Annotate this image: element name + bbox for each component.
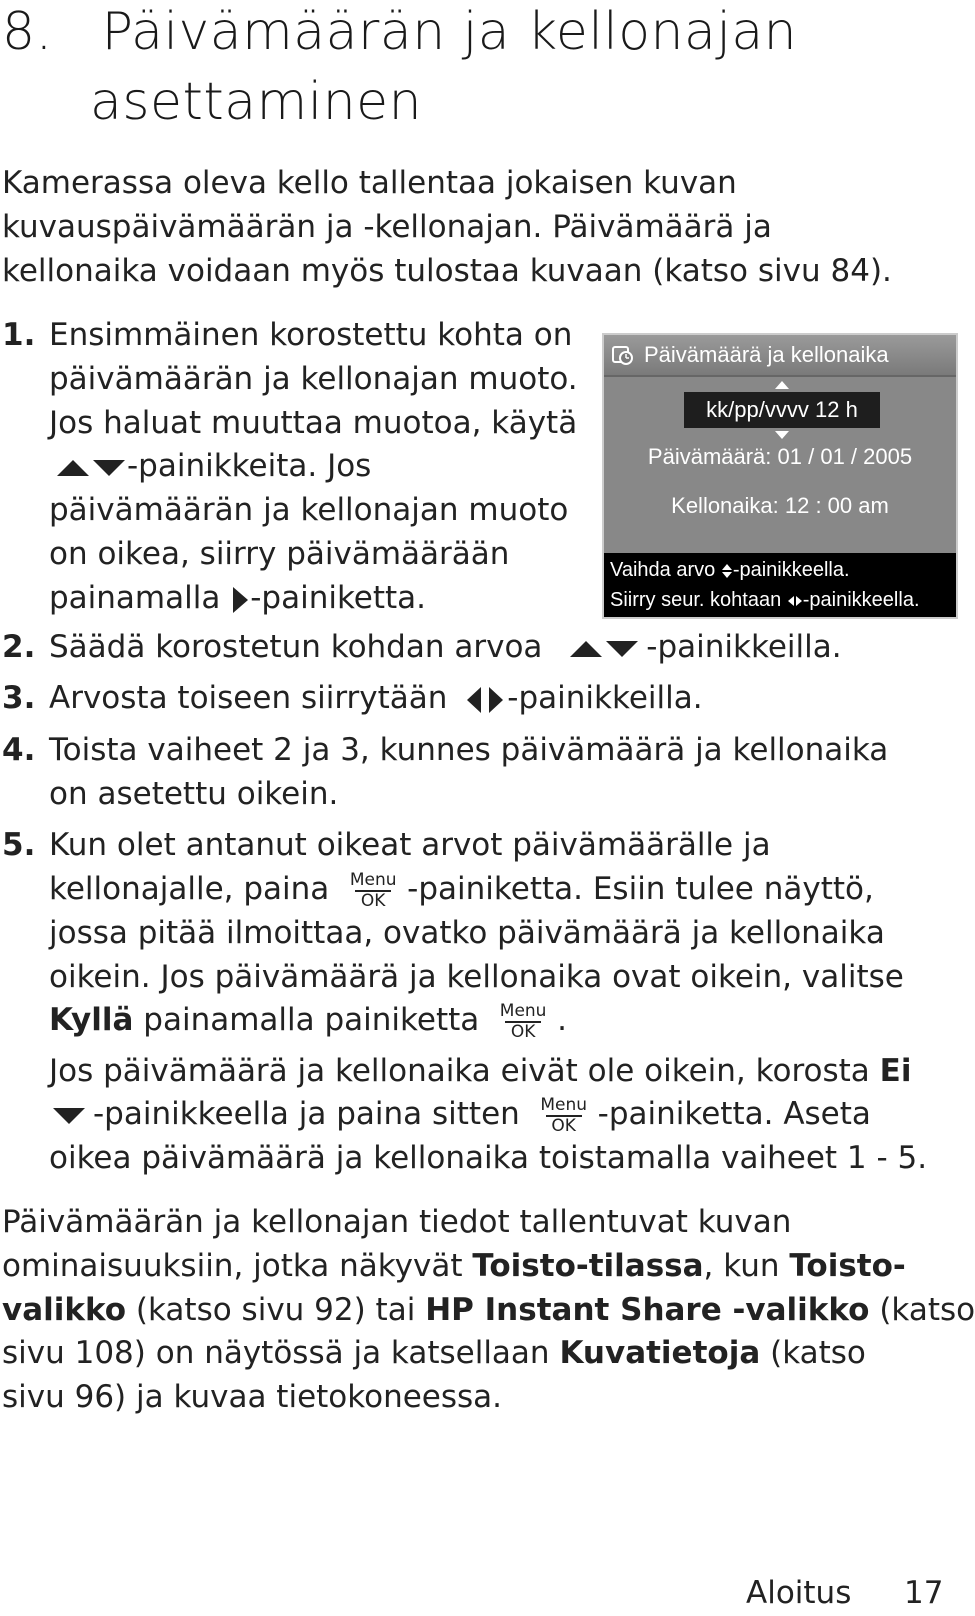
left-right-arrows-icon	[463, 685, 507, 715]
outro-line-4: sivu 108) on näytössä ja katsellaan Kuvatietoja (katso	[2, 1335, 866, 1371]
step1-line-4-text: -painikkeita. Jos	[127, 448, 372, 484]
menu-ok-button-icon: Menu OK	[349, 869, 397, 911]
step5-line-4: oikein. Jos päivämäärä ja kellonaika ovat oikein, valitse	[49, 959, 904, 995]
outro-line-1: Päivämäärän ja kellonajan tiedot tallentuvat kuvan	[2, 1204, 792, 1240]
screen-time-line: Kellonaika: 12 : 00 am	[671, 493, 889, 518]
ei-option: Ei	[879, 1053, 912, 1089]
screen-help-line-2: Siirry seur. kohtaan -painikkeella.	[610, 589, 920, 611]
up-down-arrows-icon	[55, 456, 127, 480]
step2-line	[49, 625, 842, 669]
step1-line-5: päivämäärän ja kellonajan muoto	[49, 492, 569, 528]
step1-line-3: Jos haluat muuttaa muotoa, käytä	[49, 405, 578, 441]
step1-line-1: Ensimmäinen korostettu kohta on	[49, 317, 573, 353]
step3-suffix: -painikkeilla.	[507, 680, 703, 716]
camera-screen	[602, 333, 958, 619]
menu-ok-button-icon: Menu OK	[499, 1000, 547, 1042]
step4-line-2: on asetettu oikein.	[49, 776, 339, 812]
step1-line-4	[55, 444, 371, 488]
screen-title-bar	[604, 335, 956, 377]
step2-suffix: -painikkeilla.	[646, 629, 842, 665]
step5-p2-line-1: Jos päivämäärä ja kellonaika eivät ole oikein, korosta Ei	[49, 1053, 912, 1089]
step1-line-6: on oikea, siirry päivämäärään	[49, 536, 510, 572]
clock-setup-icon	[612, 344, 634, 366]
screen-date-line: Päivämäärä: 01 / 01 / 2005	[647, 444, 913, 469]
step3-number: 3.	[2, 680, 36, 716]
up-down-arrows-icon	[560, 637, 646, 661]
right-arrow-icon	[230, 585, 250, 615]
intro-line-2: kuvauspäivämäärän ja -kellonajan. Päivämäärä ja	[2, 209, 772, 245]
menu-ok-button-icon: Menu OK	[540, 1094, 587, 1136]
screen-up-arrow-icon	[775, 381, 789, 389]
step5-line-5: Kyllä painamalla painiketta Menu OK .	[49, 1000, 567, 1042]
kylla-option: Kyllä	[49, 1002, 134, 1038]
step3-line	[49, 676, 703, 720]
outro-line-2: ominaisuuksiin, jotka näkyvät Toisto-tilassa, kun Toisto-	[2, 1248, 906, 1284]
step1-line-2: päivämäärän ja kellonajan muoto.	[49, 361, 578, 397]
screen-help-line-1: Vaihda arvo -painikkeella.	[610, 559, 850, 581]
step5-number: 5.	[2, 827, 36, 863]
step5-p2-line-2: -painikkeella ja paina sitten Menu OK -painiketta. Aseta	[49, 1092, 871, 1136]
step2-text: Säädä korostetun kohdan arvoa	[49, 629, 543, 665]
step4-line-1: Toista vaiheet 2 ja 3, kunnes päivämäärä ja kellonaika	[49, 732, 889, 768]
step1-number: 1.	[2, 317, 36, 353]
chapter-title-line2: asettaminen	[90, 72, 423, 132]
up-down-small-icon	[721, 563, 733, 579]
chapter-number: 8.	[2, 2, 53, 62]
screen-title: Päivämäärä ja kellonaika	[644, 342, 889, 367]
step4-number: 4.	[2, 732, 36, 768]
screen-format-selection: kk/pp/vvvv 12 h	[684, 392, 880, 428]
screen-help-box	[604, 553, 956, 617]
chapter-title-line1: Päivämäärän ja kellonajan	[101, 2, 798, 62]
step1-line-7	[49, 576, 426, 620]
page-number: 17	[904, 1575, 944, 1611]
step1-line-7a: painamalla	[49, 580, 221, 616]
outro-line-5: sivu 96) ja kuvaa tietokoneessa.	[2, 1379, 503, 1415]
page-title	[2, 2, 797, 62]
screen-down-arrow-icon	[775, 431, 789, 439]
step2-number: 2.	[2, 629, 36, 665]
intro-line-1: Kamerassa oleva kello tallentaa jokaisen kuvan	[2, 165, 737, 201]
intro-line-3: kellonaika voidaan myös tulostaa kuvaan (katso sivu 84).	[2, 253, 892, 289]
left-right-small-icon	[787, 595, 803, 607]
step5-line-1: Kun olet antanut oikeat arvot päivämäärälle ja	[49, 827, 771, 863]
footer-section: Aloitus	[746, 1575, 852, 1611]
down-arrow-icon	[49, 1104, 89, 1128]
step1-line-7b: -painiketta.	[250, 580, 427, 616]
step5-line-2: kellonajalle, paina Menu OK -painiketta. Esiin tulee näyttö,	[49, 869, 874, 911]
step3-text: Arvosta toiseen siirrytään	[49, 680, 448, 716]
step5-line-3: jossa pitää ilmoittaa, ovatko päivämäärä ja kellonaika	[49, 915, 885, 951]
step5-p2-line-3: oikea päivämäärä ja kellonaika toistamalla vaiheet 1 - 5.	[49, 1140, 928, 1176]
outro-line-3: valikko (katso sivu 92) tai HP Instant Share -valikko (katso	[2, 1292, 975, 1328]
